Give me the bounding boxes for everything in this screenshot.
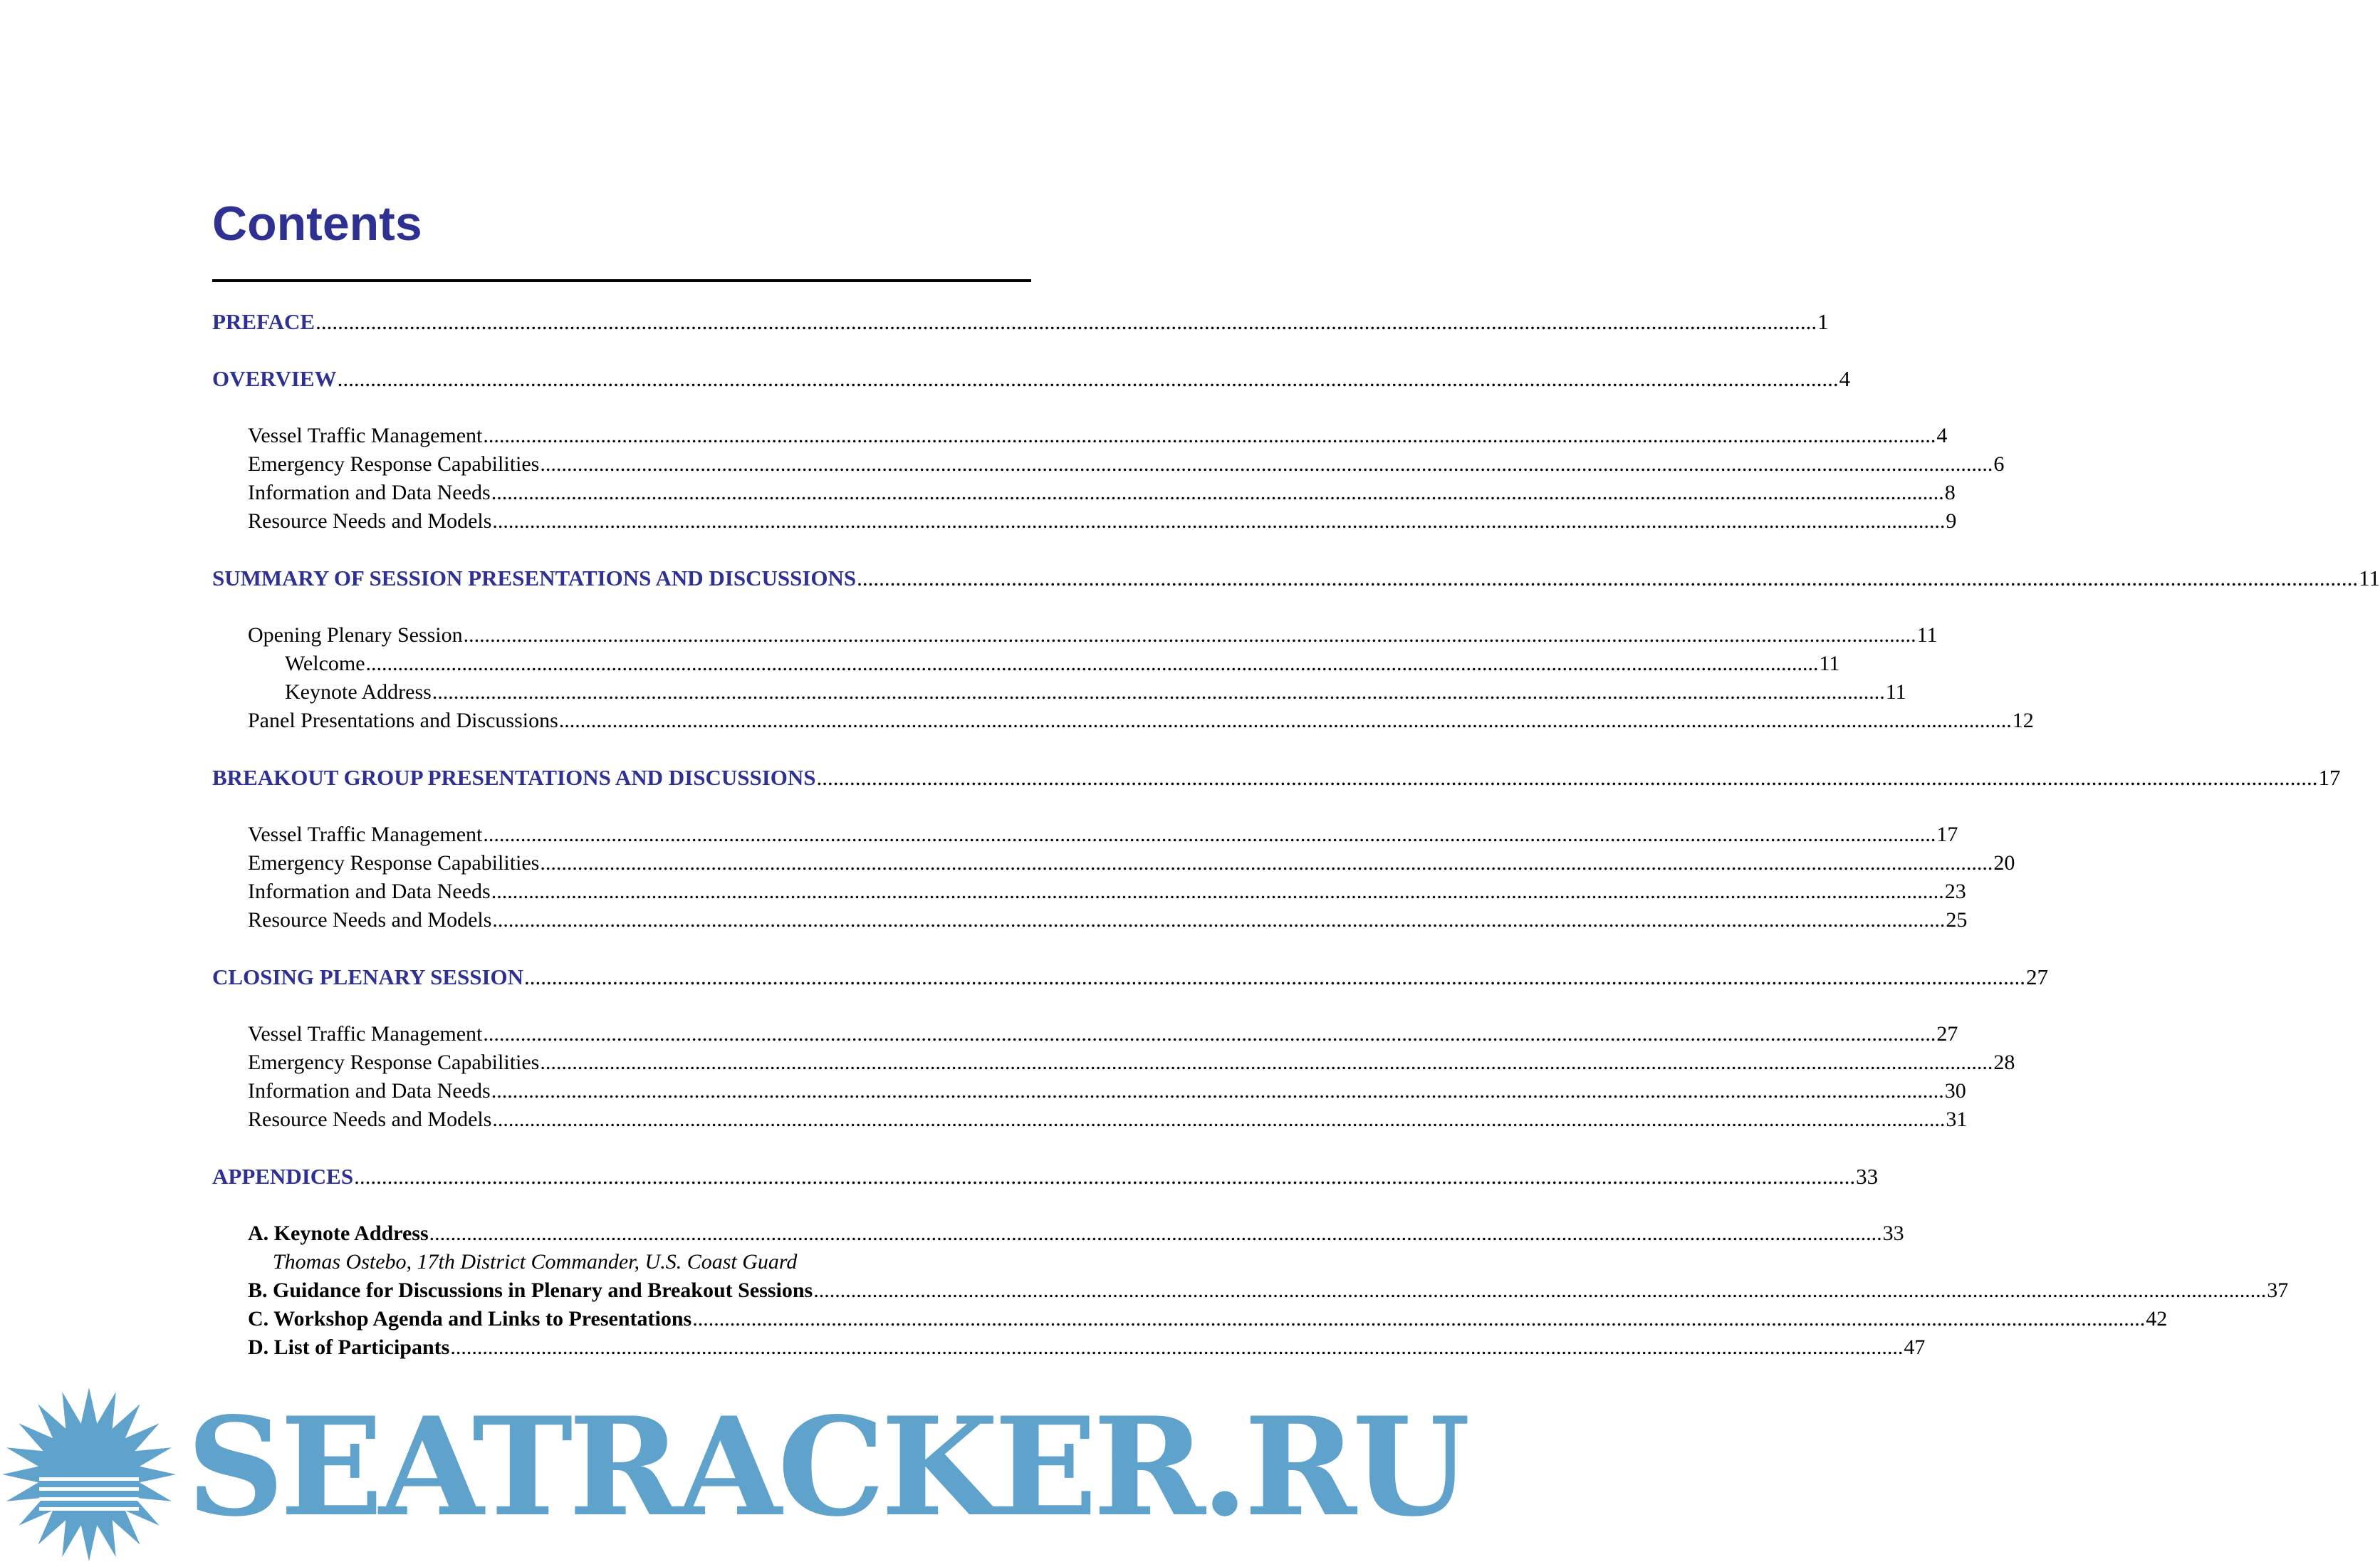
toc-label: D. List of Participants <box>248 1336 450 1359</box>
toc-label: Opening Plenary Session <box>248 623 463 647</box>
dot-leader <box>540 1048 1993 1077</box>
toc-appendix-d[interactable] <box>212 1333 1926 1362</box>
dot-leader <box>492 1105 1945 1134</box>
toc-label: Emergency Response Capabilities <box>248 851 540 875</box>
dot-leader <box>464 621 1916 650</box>
dot-leader <box>559 707 2012 735</box>
toc-page-number: 27 <box>2026 964 2049 989</box>
toc-label: Vessel Traffic Management <box>248 1022 483 1046</box>
toc-label: Information and Data Needs <box>248 481 491 504</box>
dot-leader <box>491 878 1944 906</box>
toc-subentry[interactable] <box>212 678 1906 707</box>
toc-page-number: 4 <box>1936 424 1948 447</box>
toc-page-number: 4 <box>1839 366 1851 391</box>
toc-section-appendices[interactable] <box>212 1162 1879 1191</box>
toc-page-number: 1 <box>1817 309 1829 334</box>
page-title: Contents <box>212 197 422 251</box>
dot-leader <box>491 1077 1944 1105</box>
dot-leader <box>354 1162 1855 1191</box>
toc-label: OVERVIEW <box>212 366 337 391</box>
dot-leader <box>315 308 1817 336</box>
toc-label: APPENDICES <box>212 1164 354 1189</box>
toc-page-number: 11 <box>1916 623 1938 647</box>
toc-label: Resource Needs and Models <box>248 1108 492 1131</box>
toc-appendix-c[interactable] <box>212 1305 2168 1333</box>
toc-page-number: 8 <box>1944 481 1956 504</box>
toc-page-number: 12 <box>2012 709 2034 732</box>
toc-appendix-a-note: Thomas Ostebo, 17th District Commander, U.S. Coast Guard <box>273 1250 798 1274</box>
toc-section-preface[interactable] <box>212 308 1829 336</box>
toc-label: BREAKOUT GROUP PRESENTATIONS AND DISCUSSIONS <box>212 765 816 790</box>
dot-leader <box>338 365 1839 393</box>
toc-page-number: 37 <box>2267 1279 2289 1302</box>
toc-entry[interactable] <box>212 479 1956 507</box>
toc-label: C. Workshop Agenda and Links to Presentations <box>248 1307 692 1331</box>
toc-label: Vessel Traffic Management <box>248 424 483 447</box>
toc-label: Information and Data Needs <box>248 880 491 903</box>
toc-label: Panel Presentations and Discussions <box>248 709 558 732</box>
toc-entry[interactable] <box>212 450 2005 479</box>
toc-entry[interactable] <box>212 878 1966 906</box>
toc-entry[interactable] <box>212 906 1968 935</box>
toc-page-number: 23 <box>1944 880 1966 903</box>
toc-page-number: 27 <box>1936 1022 1958 1046</box>
toc-page-number: 11 <box>2359 566 2380 590</box>
watermark <box>0 1382 1466 1567</box>
toc-section-summary[interactable] <box>212 564 2380 593</box>
toc-entry[interactable] <box>212 1105 1968 1134</box>
dot-leader <box>450 1333 1903 1362</box>
toc-page-number: 25 <box>1946 908 1968 932</box>
toc-label: Resource Needs and Models <box>248 908 492 932</box>
toc-entry[interactable] <box>212 1048 2015 1077</box>
toc-page-number: 33 <box>1882 1222 1904 1245</box>
toc-section-breakout[interactable] <box>212 764 2341 792</box>
toc-page-number: 6 <box>1993 452 2005 476</box>
toc-label: B. Guidance for Discussions in Plenary and Breakout Sessions <box>248 1279 813 1302</box>
toc-label: Emergency Response Capabilities <box>248 452 540 476</box>
dot-leader <box>429 1219 1882 1248</box>
toc-entry[interactable] <box>212 1020 1958 1048</box>
toc-label: Vessel Traffic Management <box>248 823 483 846</box>
toc-label: Resource Needs and Models <box>248 509 492 533</box>
toc-subentry[interactable] <box>212 650 1840 678</box>
toc-page-number: 20 <box>1993 851 2015 875</box>
toc-entry[interactable] <box>212 821 1958 849</box>
toc-label: PREFACE <box>212 309 315 334</box>
dot-leader <box>540 849 1993 878</box>
dot-leader <box>492 507 1945 536</box>
toc-section-closing[interactable] <box>212 963 2049 991</box>
toc-page-number: 47 <box>1904 1336 1926 1359</box>
toc-page-number: 11 <box>1819 652 1840 675</box>
toc-page-number: 9 <box>1946 509 1957 533</box>
dot-leader <box>524 963 2025 991</box>
dot-leader <box>492 906 1945 935</box>
dot-leader <box>692 1305 2145 1333</box>
toc-entry[interactable] <box>212 621 1938 650</box>
toc-label: A. Keynote Address <box>248 1222 429 1245</box>
watermark-text: SEATRACKER.RU <box>187 1388 1466 1546</box>
toc-page-number: 42 <box>2146 1307 2168 1331</box>
dot-leader <box>483 422 1936 450</box>
toc-entry[interactable] <box>212 507 1957 536</box>
toc-page-number: 28 <box>1993 1051 2015 1074</box>
toc-entry[interactable] <box>212 422 1948 450</box>
dot-leader <box>491 479 1944 507</box>
toc-page-number: 33 <box>1856 1164 1879 1189</box>
dot-leader <box>857 564 2358 593</box>
dot-leader <box>483 1020 1936 1048</box>
dot-leader <box>817 764 2318 792</box>
title-divider <box>212 279 1031 282</box>
toc-entry[interactable] <box>212 849 2015 878</box>
dot-leader <box>366 650 1819 678</box>
toc-label: CLOSING PLENARY SESSION <box>212 964 524 989</box>
toc-page-number: 17 <box>1936 823 1958 846</box>
toc-label: Keynote Address <box>285 680 432 704</box>
toc-section-overview[interactable] <box>212 365 1851 393</box>
toc-label: Emergency Response Capabilities <box>248 1051 540 1074</box>
toc-label: Welcome <box>285 652 365 675</box>
toc-appendix-b[interactable] <box>212 1276 2289 1305</box>
dot-leader <box>540 450 1993 479</box>
toc-label: Information and Data Needs <box>248 1079 491 1103</box>
toc-entry[interactable] <box>212 707 2034 735</box>
toc-page-number: 30 <box>1944 1079 1966 1103</box>
toc-page-number: 17 <box>2318 765 2341 790</box>
dot-leader <box>813 1276 2266 1305</box>
table-of-contents <box>212 308 2380 1362</box>
toc-entry[interactable] <box>212 1077 1966 1105</box>
dot-leader <box>432 678 1885 707</box>
sun-icon <box>0 1382 178 1567</box>
toc-appendix-a[interactable] <box>212 1219 1904 1248</box>
toc-page-number: 31 <box>1946 1108 1968 1131</box>
toc-label: SUMMARY OF SESSION PRESENTATIONS AND DISCUSSIONS <box>212 566 857 590</box>
dot-leader <box>483 821 1936 849</box>
toc-page-number: 11 <box>1885 680 1906 704</box>
